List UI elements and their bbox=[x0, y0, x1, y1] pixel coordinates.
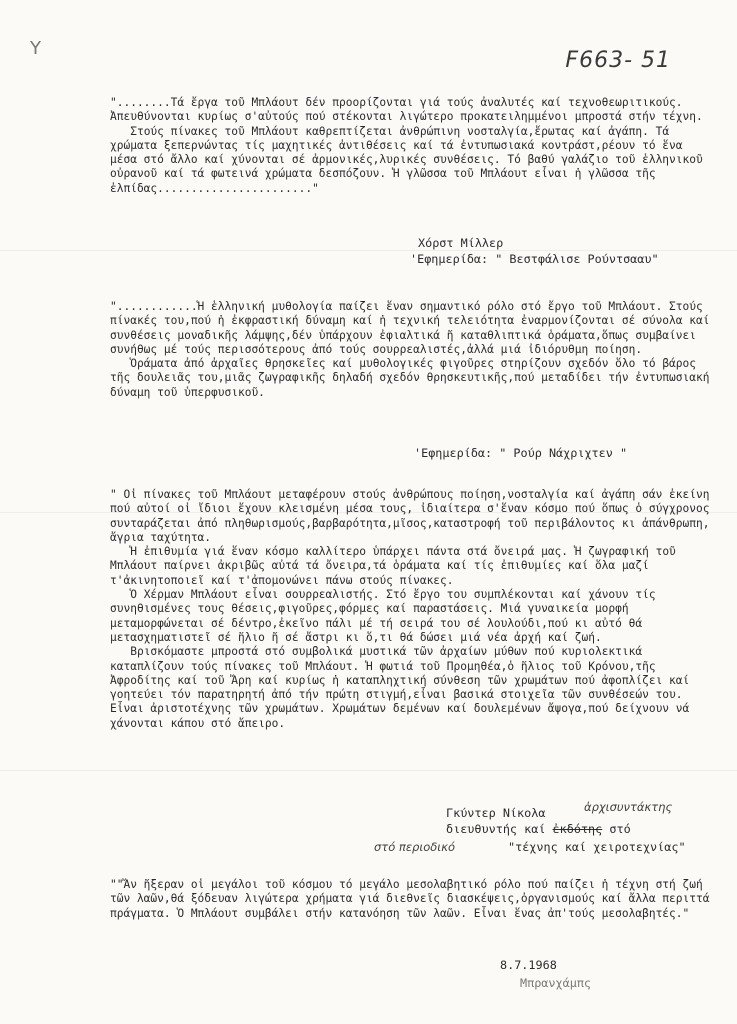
handwritten-correction: ἀρχισυντάκτης bbox=[584, 800, 673, 814]
paper-fold bbox=[0, 770, 737, 771]
paper-fold bbox=[0, 250, 737, 251]
signature-author: Γκύντερ Νίκολα bbox=[446, 806, 546, 820]
margin-mark: Y bbox=[30, 38, 41, 59]
archive-reference: F663- 51 bbox=[565, 48, 671, 73]
quote-section-1: "........Τά ἔργα τοῦ Μπλάουτ δέν προορίζονται γιά τούς ἀναλυτές καί τεχνοθεωριτικούς. Ἀπευθύνονται κυρίως σ'αὐτούς πού στέκονται λιγώτερο προκατειλημμένοι μπροστά στήν τέχνη. Στούς πίνακες τοῦ Μπλάουτ καθρεπτίζεται ἀνθρώπινη νοσταλγία,ἔρωτας καί ἀγάπη. Τά χρώματα ξεπερνώντας τίς μαχητικές ἀντιθέσεις καί τά ἐντυπωσιακά κοντράστ,ρέουν τό ἕνα μέσα στό ἄλλο καί χύνονται σέ ἁρμονικές,λυρικές συνθέσεις. Τό βαθύ γαλάζιο τοῦ ἑλληνικοῦ οὐρανοῦ καί τά φωτεινά χρώματα δεσπόζουν. Ἡ γλῶσσα τοῦ Μπλάουτ εἶναι ἡ γλῶσσα τῆς ἐλπίδας......................." bbox=[110, 96, 703, 195]
role-suffix: στό bbox=[609, 822, 631, 836]
document-date: 8.7.1968 bbox=[500, 958, 557, 972]
quote-section-2: "............Ἡ ἑλληνική μυθολογία παίζει ἕναν σημαντικό ρόλο στό ἔργο τοῦ Μπλάουτ. Στούς πίνακές του,πού ἡ ἐκφραστική δύναμη καί ἡ τεχνική τελειότητα ἐναρμονίζονται σέ σύνολα καί συνθέσεις μοναδικῆς λάμψης,δέν ὑπάρχουν ἐφιαλτικά ἤ καταθλιπτικά ὁράματα,ὅπως συμβαίνει συνήθως μέ τούς περισσότερους ἀπό τούς σουρρεαλιστές,ἀλλά μιά ἰδιόρυθμη ποίηση. Ὁράματα ἀπό ἀρχαῖες θρησκεῖες καί μυθολογικές φιγοῦρες στηρίζουν σχεδόν ὅλο τό βάρος τῆς δουλειᾶς του,μιᾶς ζωγραφικῆς δηλαδή σχεδόν θρησκευτικῆς,πού μεταδίδει τήν ἐντυπωσιακή δύναμη τοῦ ὑπερφυσικοῦ. bbox=[110, 300, 710, 399]
quote-section-4: ""Ἄν ἤξεραν οἱ μεγάλοι τοῦ κόσμου τό μεγάλο μεσολαβητικό ρόλο πού παίζει ἡ τέχνη στή ζωή τῶν λαῶν,θά ξόδευαν λιγώτερα χρήματα γιά διεθνεῖς διασκέψεις,ὀργανισμούς καί ἄλλα περιττά πράγματα. Ὁ Μπλάουτ συμβάλει στήν κατανόηση τῶν λαῶν. Εἶναι ἕνας ἀπ'τούς μεσολαβητές." bbox=[110, 878, 717, 920]
quote-section-3: " Οἱ πίνακες τοῦ Μπλάουτ μεταφέρουν στούς ἀνθρώπους ποίηση,νοσταλγία καί ἀγάπη σάν ἐκείνη πού αὐτοί οἱ ἴδιοι ἔχουν κλεισμένη μέσα τους, ἰδιαίτερα σ'ἕναν κόσμο πού ὅπως ὁ σύγχρονος συνταράζεται ἀπό πληθωρισμούς,βαρβαρότητα,μῖσος,καταστροφή τοῦ περιβάλοντος κι ἀπάνθρωπη, ἄγρια ταχύτητα. Ἡ ἐπιθυμία γιά ἕναν κόσμο καλλίτερο ὑπάρχει πάντα στά ὄνειρά μας. Ἡ ζωγραφική τοῦ Μπλάουτ παίρνει ἀκριβῶς αὐτά τά ὄνειρα,τά ὁράματα καί τίς ἐπιθυμίες καί ὅλα μαζί τ'ἀκινητοποιεῖ καί τ'ἀπομονώνει πάνω στούς πίνακες. Ὁ Χέρμαν Μπλάουτ εἶναι σουρρεαλιστής. Στό ἔργο του συμπλέκονται καί χάνουν τίς συνηθισμένες τους θέσεις,φιγοῦρες,φόρμες καί παραστάσεις. Μιά γυναικεία μορφή μεταμορφώνεται σέ δέντρο,ἐκεῖνο πάλι μέ τή σειρά του σέ λουλούδι,πού κι αὐτό θά μετασχηματιστεῖ σέ ἥλιο ἤ σέ ἄστρι κι ὅ,τι θά δώσει μιά νέα ἀρχή καί ζωή. Βρισκόμαστε μπροστά στό συμβολικά μυστικά τῶν ἀρχαίων μύθων πού κυριολεκτικά καταπλίζουν τούς πίνακες τοῦ Μπλάουτ. Ἡ φωτιά τοῦ Προμηθέα,ὁ ἥλιος τοῦ Κρόνου,τῆς Ἀφροδίτης καί τοῦ Ἄρη καί κυρίως ἡ καταπληχτική σύνθεση τῶν χρωμάτων πού ἀφοπλίζει καί γοητεύει τόν παρατηρητή ἀπό τήν πρώτη στιγμή,εἶναι βασικά στοιχεῖα τῶν συνθέσεών του. Εἶναι ἀριστοτέχνης τῶν χρωμάτων. Χρωμάτων δεμένων καί δουλεμένων ἄψογα,πού δείχνουν νά χάνονται κάπου στό ἄπειρο. bbox=[110, 488, 710, 730]
role-prefix: διευθυντής καί bbox=[446, 822, 546, 836]
signature-author: Χόρστ Μίλλερ bbox=[418, 236, 504, 250]
signature-role bbox=[446, 822, 631, 836]
signature-role-line2: "τέχνης καί χειροτεχνίας" bbox=[508, 840, 686, 854]
signature-name: Μπρανχάμπς bbox=[520, 976, 592, 990]
signature-source: 'Εφημερίδα: " Βεστφάλισε Ρούντσααυ" bbox=[410, 252, 659, 266]
signature-source: 'Εφημερίδα: " Ρούρ Νάχριχτεν " bbox=[414, 446, 628, 460]
handwritten-insertion: στό περιοδικό bbox=[374, 840, 456, 854]
role-struck: ἐκδότης bbox=[552, 822, 603, 836]
